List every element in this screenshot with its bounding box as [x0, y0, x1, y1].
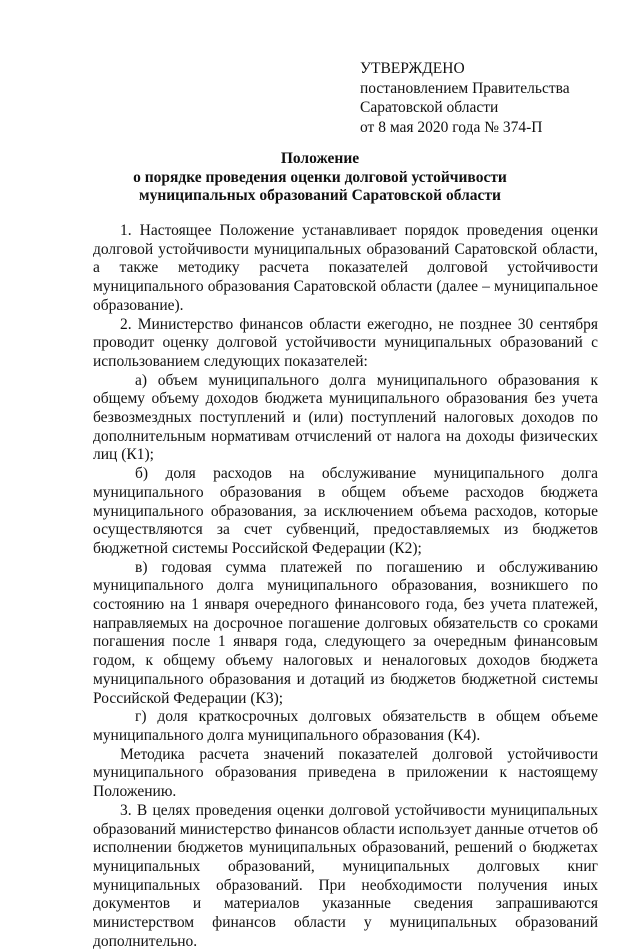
paragraph-2b: б) доля расходов на обслуживание муниципального долга муниципального образования в общем объеме расходов бюджета муниципального образования, за исключением объема расходов, которые осуществляются за счет субвенций, предоставляемых из бюджетов бюджетной системы Российской Федерации (К2); [93, 465, 598, 557]
approval-stamp [360, 59, 570, 137]
paragraph-3: 3. В целях проведения оценки долговой устойчивости муниципальных образований министерство финансов области использует данные отчетов об исполнении бюджетов муниципальных образований, решений о бюджетах муниципальных образований, муниципальных долговых книг муниципальных образований. При необходимости получения иных документов и материалов указанные сведения запрашиваются министерством финансов области у муниципальных образований дополнительно. [93, 801, 598, 950]
paragraph-methodology: Методика расчета значений показателей долговой устойчивости муниципального образования приведена в приложении к настоящему Положению. [93, 745, 598, 801]
document-title [0, 150, 640, 206]
title-line-1: Положение [280, 150, 360, 167]
document-body [93, 222, 598, 951]
paragraph-2c: в) годовая сумма платежей по погашению и обслуживанию муниципального долга муниципального образования, возникшего по состоянию на 1 января очередного финансового года, без учета платежей, направляемых на досрочное погашение долговых обязательств со сроками погашения после 1 января года, следующего за очередным финансовым годом, к общему объему налоговых и неналоговых доходов бюджета муниципального образования и дотаций из бюджетов бюджетной системы Российской Федерации (К3); [93, 558, 598, 707]
approval-region: Саратовской области [360, 99, 499, 116]
approval-date-number: от 8 мая 2020 года № 374-П [360, 118, 543, 136]
paragraph-2d: г) доля краткосрочных долговых обязательств в общем объеме муниципального долга муниципального образования (К4). [93, 708, 598, 744]
title-line-3: муниципальных образований Саратовской области [139, 187, 501, 204]
title-line-2: о порядке проведения оценки долговой устойчивости [133, 168, 507, 186]
approval-authority: постановлением Правительства [360, 79, 570, 97]
paragraph-2: 2. Министерство финансов области ежегодно, не позднее 30 сентября проводит оценку долговой устойчивости муниципальных образований с использованием следующих показателей: [93, 315, 598, 370]
approval-heading: УТВЕРЖДЕНО [360, 60, 465, 77]
paragraph-2a: а) объем муниципального долга муниципального образования к общему объему доходов бюджета муниципального образования без учета безвозмездных поступлений и (или) поступлений налоговых доходов по дополнительным нормативам отчислений от налога на доходы физических лиц (К1); [93, 371, 598, 464]
paragraph-1: 1. Настоящее Положение устанавливает порядок проведения оценки долговой устойчивости муниципальных образований Саратовской области, а также методику расчета показателей долговой устойчивости муниципального образования Саратовской области (далее – муниципальное образование). [93, 222, 598, 314]
